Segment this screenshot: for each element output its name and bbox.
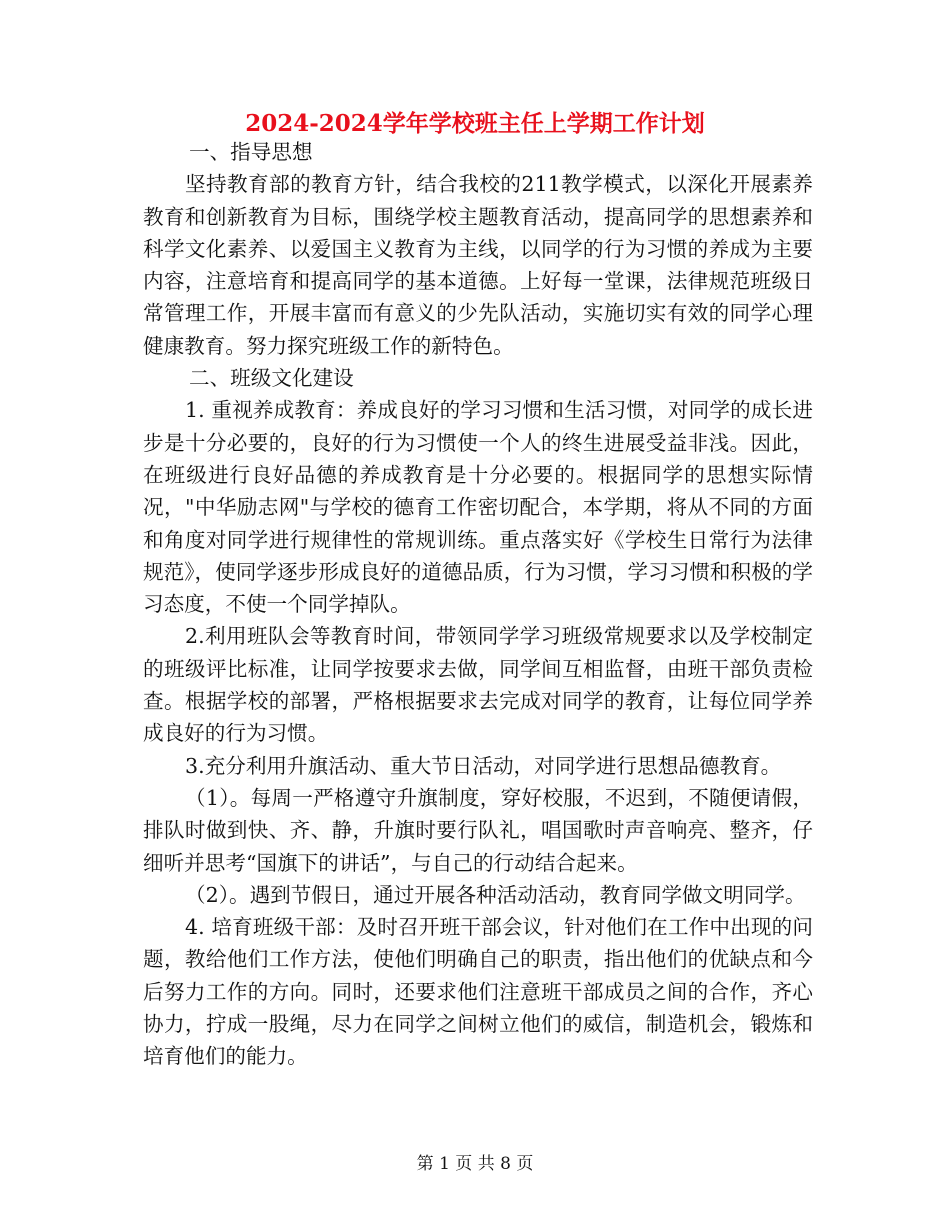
paragraph-guiding-ideology: 坚持教育部的教育方针，结合我校的211教学模式，以深化开展素养教育和创新教育为目标，围绕学校主题教育活动，提高同学的思想素养和科学文化素养、以爱国主义教育为主线，以同学的行为习惯的养成为主要内容，注意培育和提高同学的基本道德。上好每一堂课，法律规范班级日常管理工作，开展丰富而有意义的少先队活动，实施切实有效的同学心理健康教育。努力探究班级工作的新特色。 [143, 172, 813, 358]
paragraph-habit-education: 1. 重视养成教育：养成良好的学习习惯和生活习惯，对同学的成长进步是十分必要的，良好的行为习惯使一个人的终生进展受益非浅。因此，在班级进行良好品德的养成教育是十分必要的。根据同学的思想实际情况，"中华励志网"与学校的德育工作密切配合，本学期，将从不同的方面和角度对同学进行规律性的常规训练。重点落实好《学校生日常行为法律规范》，使同学逐步形成良好的道德品质，行为习惯，学习习惯和积极的学习态度，不使一个同学掉队。 [143, 398, 813, 617]
document-title: 2024-2024学年学校班主任上学期工作计划 [245, 110, 705, 137]
paragraph-flag-raising-rules: （1）。每周一严格遵守升旗制度，穿好校服，不迟到，不随便请假，排队时做到快、齐、静，升旗时要行队礼，唱国歌时声音响亮、整齐，仔细听并思考“国旗下的讲话”，与自己的行动结合起来。 [143, 785, 813, 875]
page-footer: 第 1 页 共 8 页 [416, 1154, 534, 1174]
section-heading-guiding-ideology: 一、指导思想 [189, 140, 313, 164]
paragraph-holiday-activities: （2）。遇到节假日，通过开展各种活动活动，教育同学做文明同学。 [185, 882, 806, 907]
paragraph-class-meeting: 2.利用班队会等教育时间，带领同学学习班级常规要求以及学校制定的班级评比标准，让同学按要求去做，同学间互相监督，由班干部负责检查。根据学校的部署，严格根据要求去完成对同学的教育，让每位同学养成良好的行为习惯。 [143, 624, 813, 746]
section-heading-class-culture: 二、班级文化建设 [189, 366, 354, 391]
paragraph-class-cadres: 4. 培育班级干部：及时召开班干部会议，针对他们在工作中出现的问题，教给他们工作方法，使他们明确自己的职责，指出他们的优缺点和今后努力工作的方向。同时，还要求他们注意班干部成员之间的合作，齐心协力，拧成一股绳，尽力在同学之间树立他们的威信，制造机会，锻炼和培育他们的能力。 [143, 915, 813, 1069]
paragraph-flag-activities: 3.充分利用升旗活动、重大节日活动，对同学进行思想品德教育。 [185, 753, 782, 778]
document-body [143, 136, 813, 1073]
